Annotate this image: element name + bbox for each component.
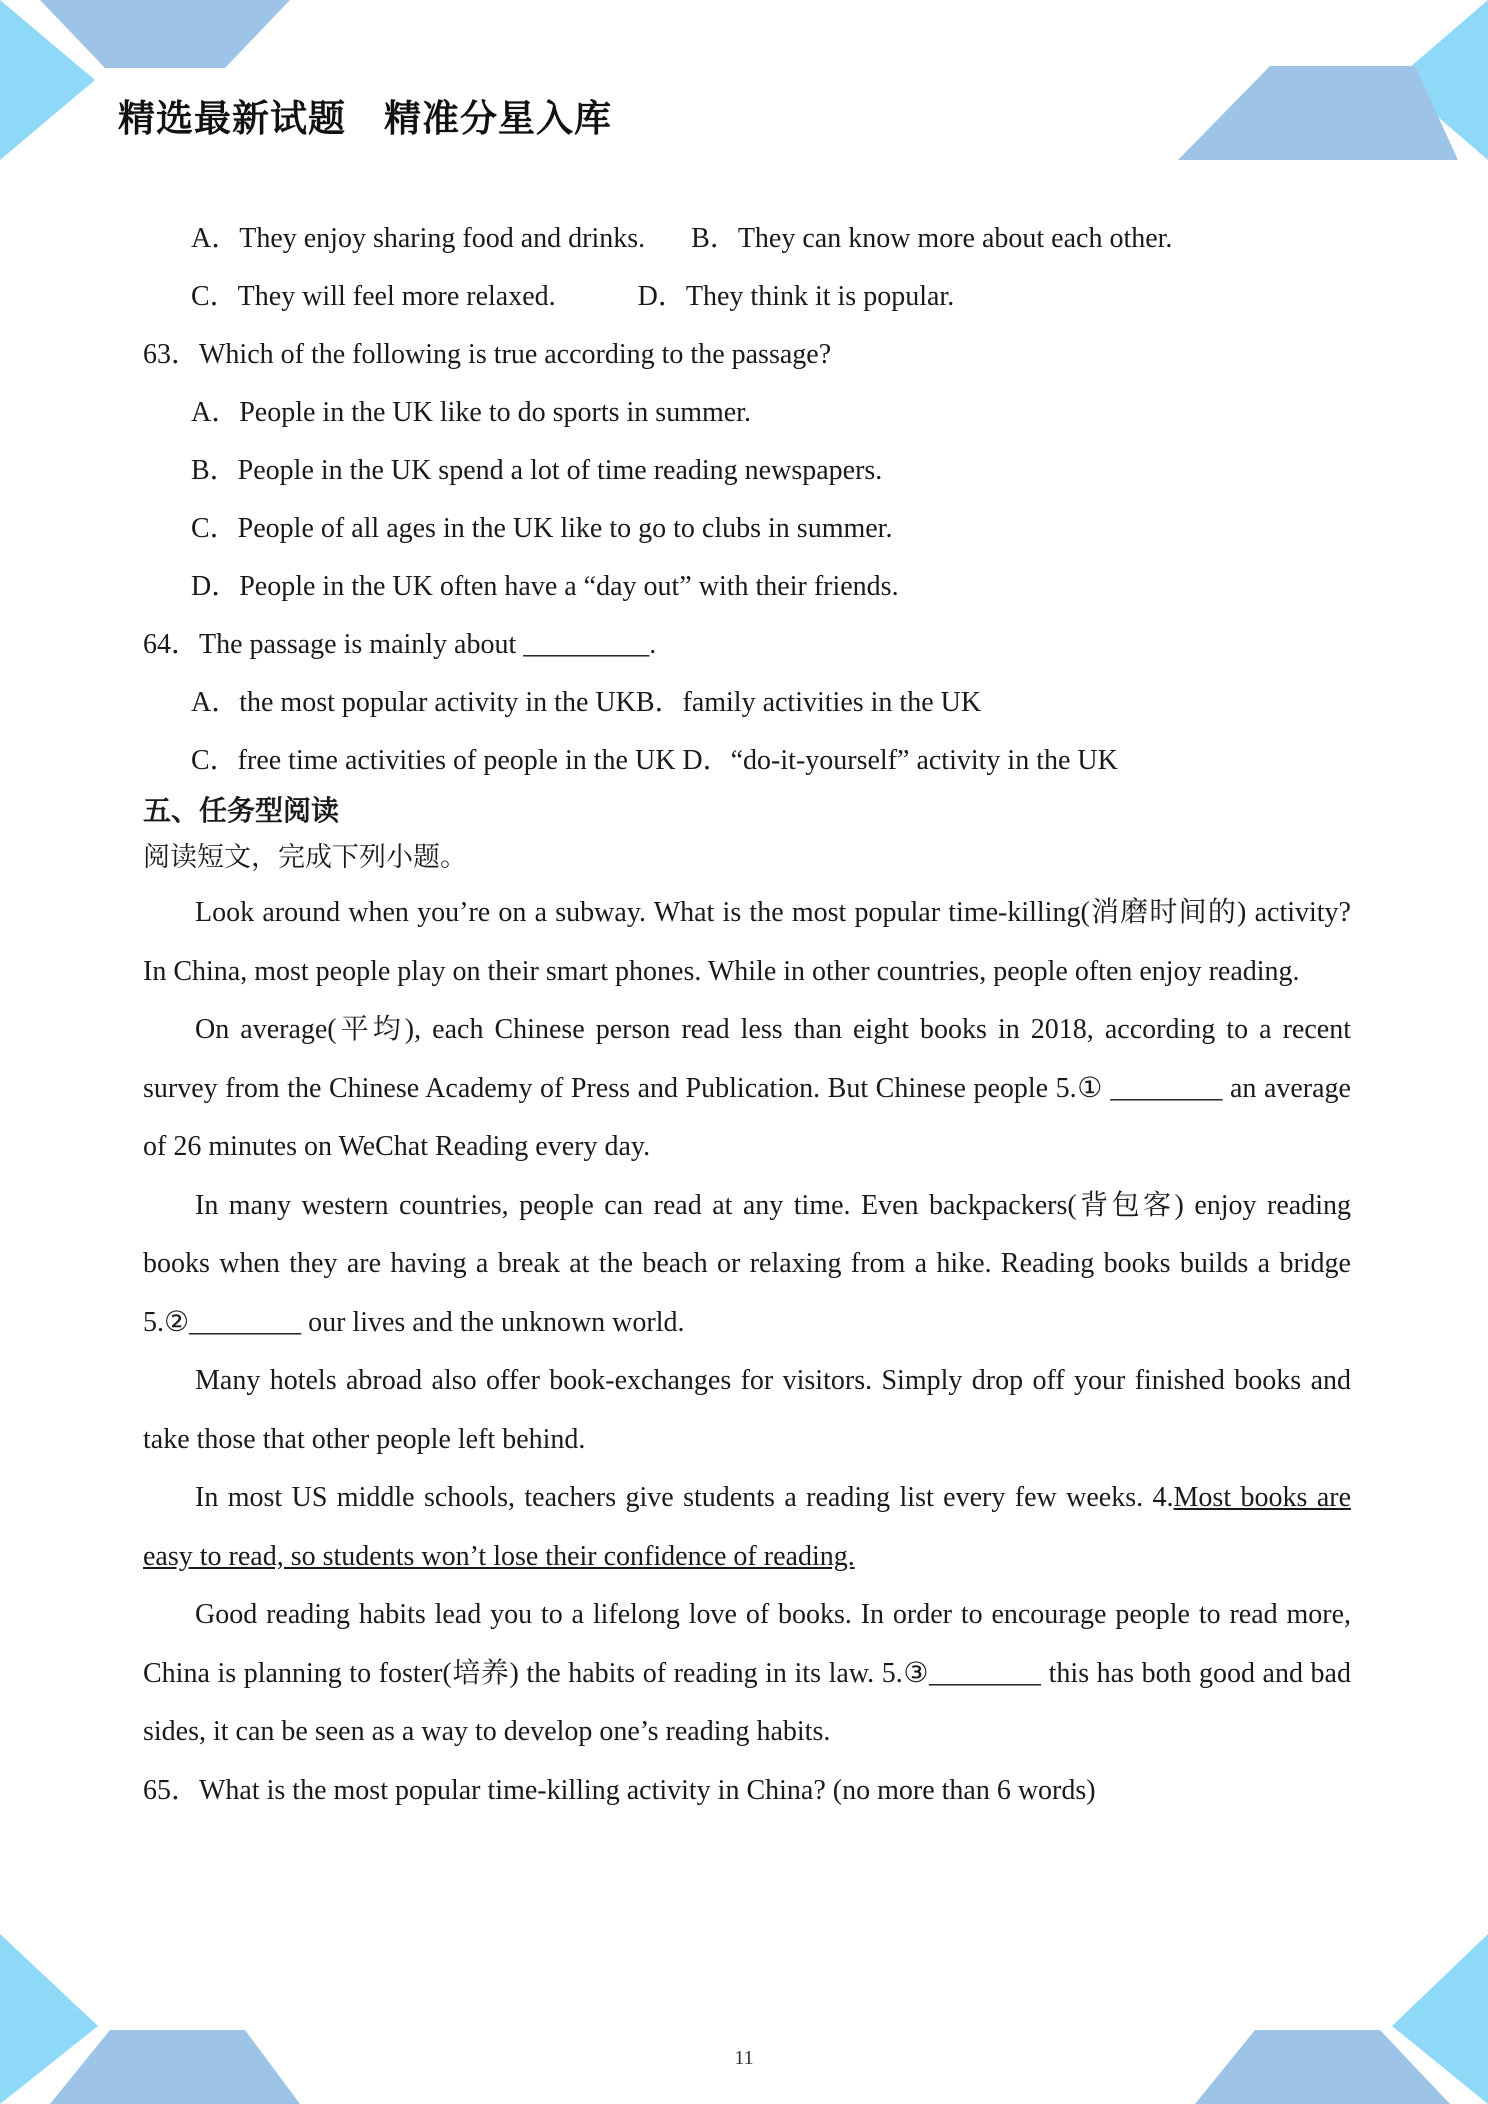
passage-paragraph-3: In many western countries, people can read at any time. Even backpackers(背包客) enjoy reading books when they are having a break at the beach or relaxing from a hike. Reading books builds a bridge 5.②________ our lives and the unknown world.: [143, 1189, 1351, 1338]
q63-option-a: A．People in the UK like to do sports in summer.: [191, 397, 751, 428]
q62-option-c: C．They will feel more relaxed.: [191, 281, 556, 312]
q62-options-ab: [143, 210, 1351, 268]
q64-stem: 64．The passage is mainly about _________.: [143, 629, 657, 660]
q64-options-ab: A．the most popular activity in the UKB．family activities in the UK: [191, 687, 982, 718]
passage-paragraph-6: Good reading habits lead you to a lifelong love of books. In order to encourage people to read more, China is planning to foster(培养) the habits of reading in its law. 5.③________ this has both good and bad sides, it can be seen as a way to develop one’s reading habits.: [143, 1599, 1351, 1747]
section-heading: 五、任务型阅读: [143, 794, 340, 827]
q62-option-d: D．They think it is popular.: [637, 281, 955, 312]
paragraph-5-lead: In most US middle schools, teachers give students a reading list every few weeks. 4.: [195, 1482, 1174, 1513]
q62-option-b: B．They can know more about each other.: [691, 223, 1173, 254]
q63-stem: 63．Which of the following is true according to the passage?: [143, 339, 832, 370]
q63-option-b: B．People in the UK spend a lot of time reading newspapers.: [191, 455, 883, 486]
q63-option-c: C．People of all ages in the UK like to go to clubs in summer.: [191, 513, 893, 544]
underlined-sentence: Most books are easy to read, so students won’t lose their confidence of reading.: [143, 1482, 1351, 1572]
passage-paragraph-5: [143, 1469, 1351, 1586]
top-right-decoration: [1170, 0, 1488, 165]
page-number: 11: [734, 2047, 754, 2069]
header-title: 精选最新试题 精准分星入库: [118, 97, 612, 140]
bottom-right-decoration: [1170, 1930, 1488, 2104]
q63-option-d: D．People in the UK often have a “day out” with their friends.: [191, 571, 899, 602]
passage-paragraph-1: Look around when you’re on a subway. What is the most popular time-killing(消磨时间的) activity? In China, most people play on their smart phones. While in other countries, people often enjoy reading.: [143, 897, 1351, 987]
bottom-left-decoration: [0, 1930, 310, 2104]
q64-options-cd: C．free time activities of people in the UK D．“do-it-yourself” activity in the UK: [191, 745, 1118, 776]
q65-stem: 65．What is the most popular time-killing activity in China? (no more than 6 words): [143, 1774, 1096, 1806]
q62-option-a: A．They enjoy sharing food and drinks.: [191, 223, 646, 254]
page-content: [143, 210, 1351, 1820]
q62-options-cd: [143, 268, 1351, 326]
section-instruction: 阅读短文，完成下列小题。: [143, 842, 467, 873]
passage-paragraph-4: Many hotels abroad also offer book-exchanges for visitors. Simply drop off your finished books and take those that other people left behind.: [143, 1365, 1351, 1455]
passage-paragraph-2: On average(平均), each Chinese person read less than eight books in 2018, according to a recent survey from the Chinese Academy of Press and Publication. But Chinese people 5.① ________ an average of 26 minutes on WeChat Reading every day.: [143, 1014, 1351, 1162]
